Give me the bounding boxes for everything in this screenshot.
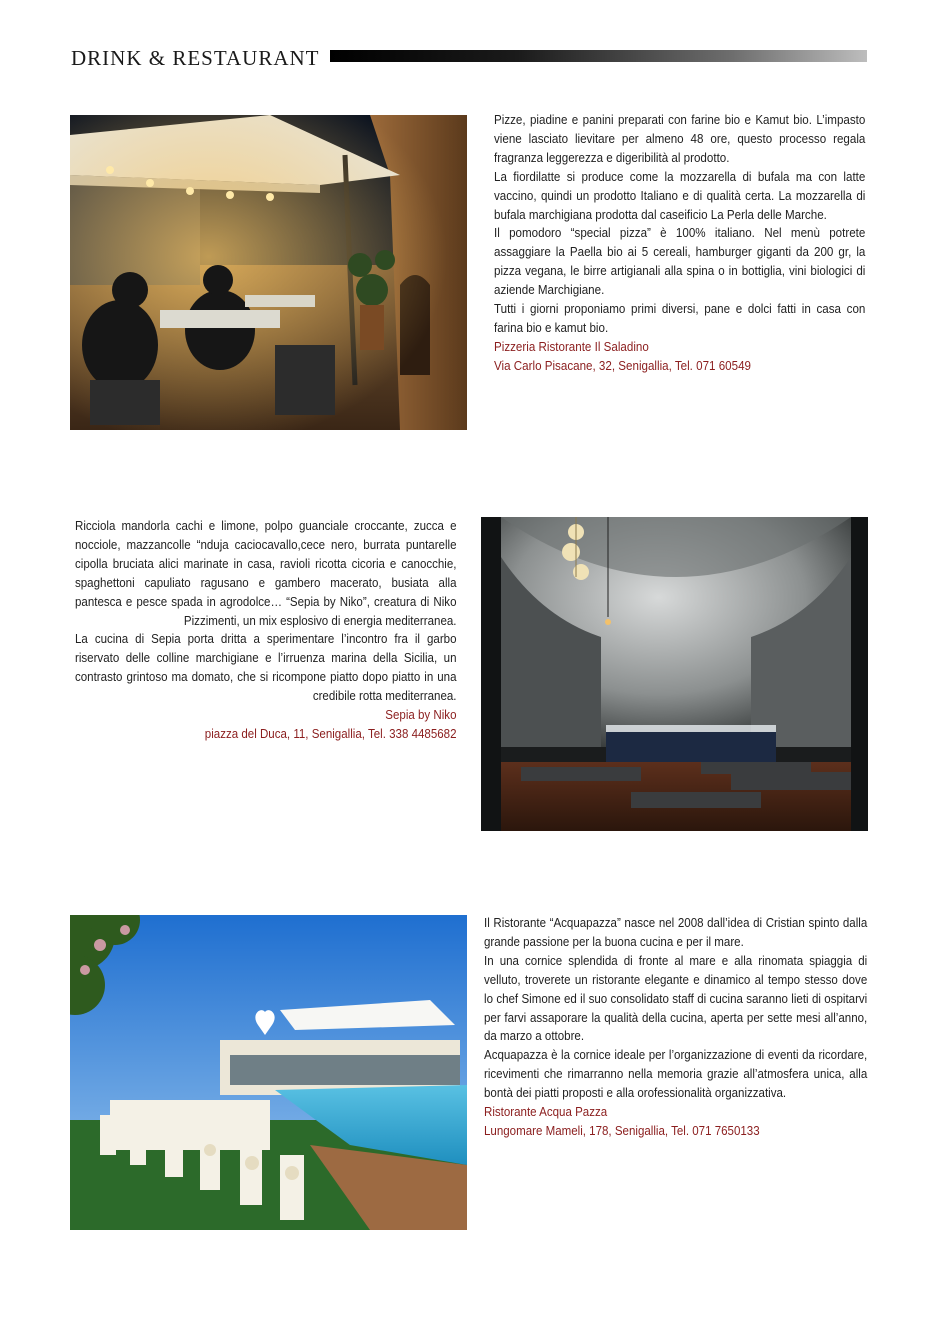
sepia-description bbox=[75, 517, 457, 744]
paragraph: Pizze, piadine e panini preparati con farine bio e Kamut bio. L’impasto viene lasciato lievitare per almeno 48 ore, questo processo regala fragranza leggerezza e digeribilità al prodotto. bbox=[494, 112, 866, 165]
restaurant-address: piazza del Duca, 11, Senigallia, Tel. 338 4485682 bbox=[204, 725, 457, 741]
paragraph: Acquapazza è la cornice ideale per l’organizzazione di eventi da ricordare, ricevimenti che rimarranno nella memoria grazie all’atmosfera unica, alla bontà dei piatti proposti e alla orofessionalità organizzativa. bbox=[484, 1047, 868, 1101]
paragraph: In una cornice splendida di fronte al mare e alla rinomata spiaggia di velluto, troverete un ristorante elegante e dinamico al tempo stesso dove lo chef Simone ed il suo consolidato staff di cucina saranno lieti di ospitarvi per farvi assaporare la qualità della cucina, aperta per sette mesi all’anno, da marzo a ottobre. bbox=[484, 952, 868, 1044]
restaurant-name: Pizzeria Ristorante Il Saladino bbox=[494, 338, 649, 354]
paragraph: Tutti i giorni proponiamo primi diversi, pane e dolci fatti in casa con farina bio e kamut bio. bbox=[494, 301, 866, 335]
acquapazza-pool-photo bbox=[70, 915, 467, 1230]
restaurant-address: Via Carlo Pisacane, 32, Senigallia, Tel. 071 60549 bbox=[494, 357, 752, 373]
acquapazza-description bbox=[484, 914, 867, 1141]
paragraph: Il Ristorante “Acquapazza” nasce nel 2008 dall’idea di Cristian spinto dalla grande passione per la buona cucina e per il mare. bbox=[484, 915, 868, 949]
paragraph: Il pomodoro “special pizza” è 100% italiano. Nel menù potrete assaggiare la Paella bio ai 5 cereali, hamburger giganti da 200 gr, la pizza vegana, le birre artigianali alla spina o in bottiglia, vini biologici di aziende Marchigiane. bbox=[494, 225, 866, 298]
saladino-description bbox=[494, 111, 865, 376]
header-gradient-bar bbox=[330, 50, 867, 62]
restaurant-address: Lungomare Mameli, 178, Senigallia, Tel. 071 7650133 bbox=[484, 1122, 760, 1138]
paragraph: La cucina di Sepia porta dritta a sperimentare l’incontro fra il garbo riservato delle colline marchigiane e l’irruenza marina della Sicilia, un contrasto grintoso ma domato, che si ricompone piatto dopo piatto in una credibile rotta mediterranea. bbox=[75, 631, 457, 704]
restaurant-name: Sepia by Niko bbox=[385, 707, 457, 723]
paragraph: La fiordilatte si produce come la mozzarella di bufala ma con latte vaccino, quindi un prodotto Italiano e di qualità certa. La mozzarella di bufala marchigiana prodotta dal caseificio La Perla delle Marche. bbox=[494, 168, 866, 222]
restaurant-name: Ristorante Acqua Pazza bbox=[484, 1104, 608, 1120]
saladino-terrace-photo bbox=[70, 115, 467, 430]
paragraph: Ricciola mandorla cachi e limone, polpo guanciale croccante, zucca e nocciole, mazzancolle “nduja caciocavallo,cece nero, burrata puntarelle cipolla bruciata alici marinate in casa, ravioli ricotta cicoria e canocchie, spaghettoni capuliato ragusano e gambero macerato, busiata alla pantesca e pesce spada in agrodolce… “Sepia by Niko”, creatura di Niko Pizzimenti, un mix esplosivo di energia mediterranea. bbox=[75, 518, 457, 628]
section-title: DRINK & RESTAURANT bbox=[71, 46, 320, 70]
sepia-interior-photo bbox=[481, 517, 868, 831]
